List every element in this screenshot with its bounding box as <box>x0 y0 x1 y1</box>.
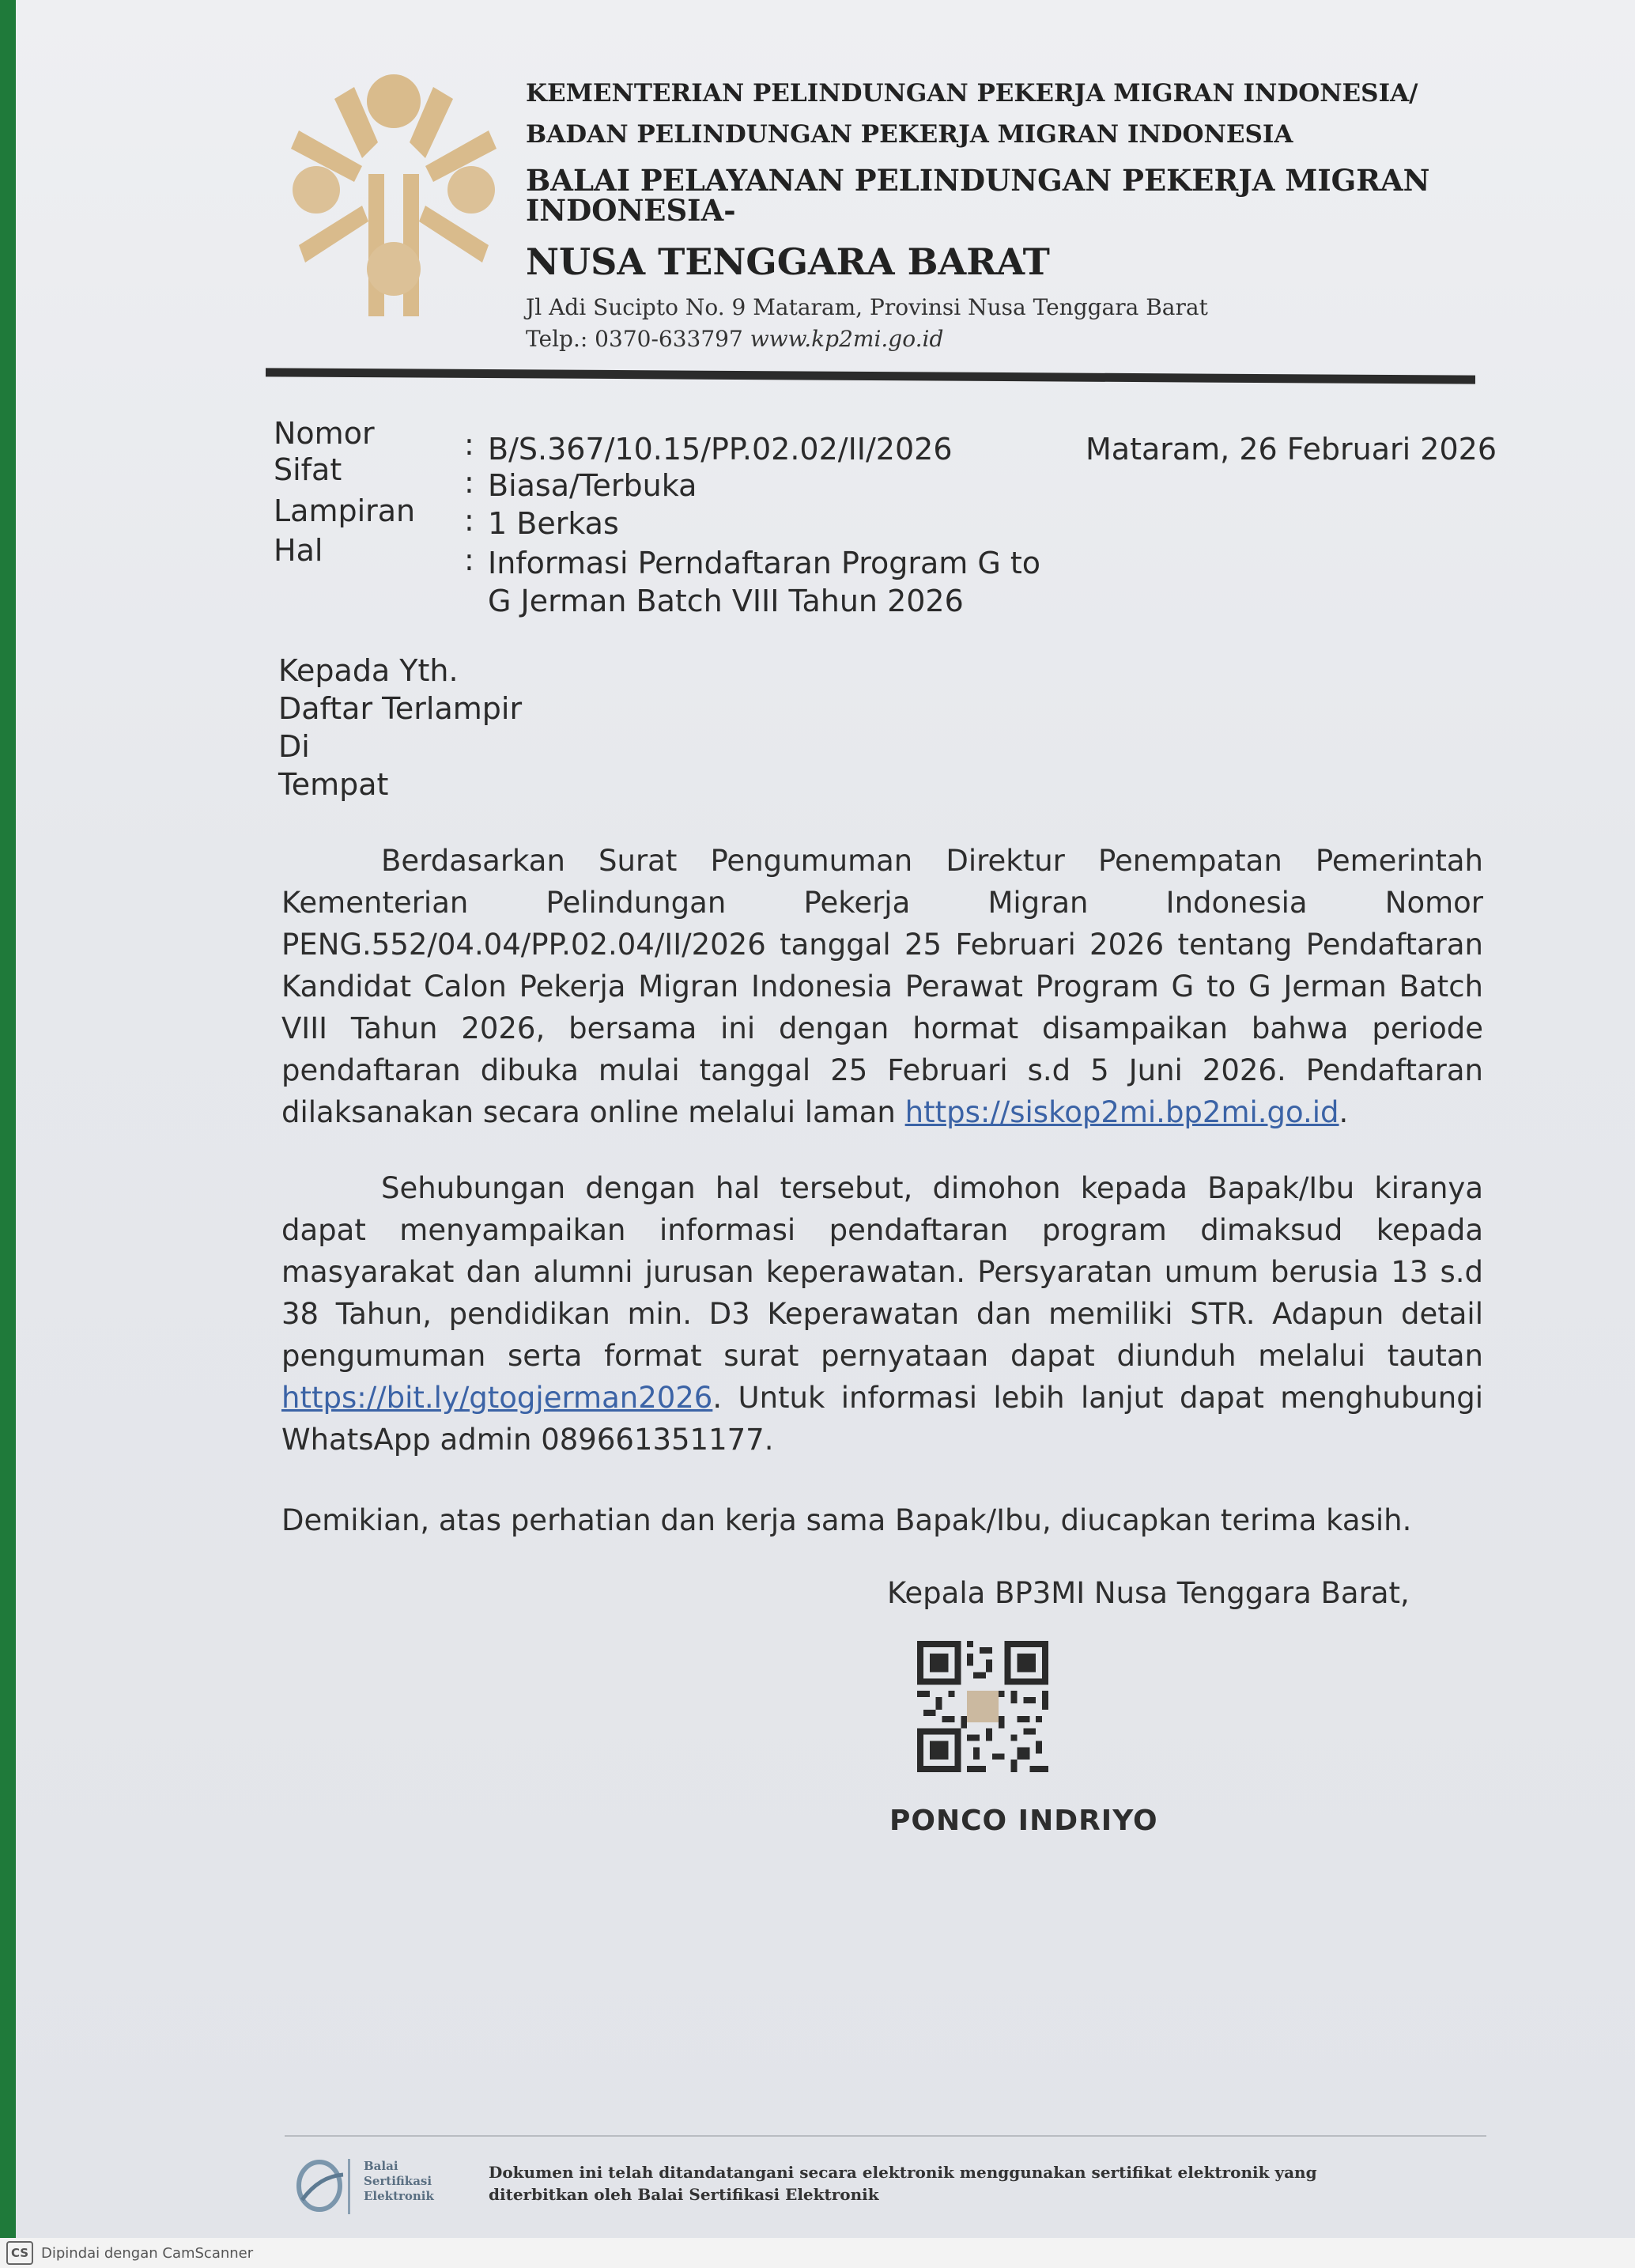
lampiran-colon: : <box>464 503 474 538</box>
letterhead-region: NUSA TENGGARA BARAT <box>526 240 1050 283</box>
qr-code-icon <box>917 1640 1048 1773</box>
registration-link[interactable]: https://siskop2mi.bp2mi.go.id <box>904 1095 1339 1129</box>
letterhead-office-line2: INDONESIA- <box>526 193 736 228</box>
scanner-text: Dipindai dengan CamScanner <box>41 2244 254 2262</box>
body-paragraph-2 <box>281 1167 1483 1461</box>
lampiran-value: 1 Berkas <box>488 506 619 541</box>
kp2mi-logo-icon <box>267 55 520 340</box>
letter-page <box>16 0 1635 2238</box>
nomor-colon: : <box>464 427 474 462</box>
letter-date: Mataram, 26 Februari 2026 <box>1086 432 1497 467</box>
camscanner-icon: CS <box>6 2241 33 2265</box>
lampiran-label: Lampiran <box>274 493 416 528</box>
hal-label: Hal <box>274 533 323 568</box>
letterhead-phone: Telp.: 0370-633797 <box>526 326 743 352</box>
bse-name: Balai Sertifikasi Elektronik <box>364 2159 434 2203</box>
body-paragraph-1 <box>281 840 1483 1133</box>
electronic-signature-note <box>489 2161 1437 2206</box>
hal-value-line2: G Jerman Batch VIII Tahun 2026 <box>488 584 964 618</box>
note-line1: Dokumen ini telah ditandatangani secara elektronik menggunakan sertifikat elektronik yang <box>489 2163 1317 2182</box>
addressee-line3: Di <box>278 729 310 764</box>
signatory-title: Kepala BP3MI Nusa Tenggara Barat, <box>887 1576 1410 1610</box>
letterhead-address: Jl Adi Sucipto No. 9 Mataram, Provinsi Nusa Tenggara Barat <box>526 294 1208 320</box>
p1-end: . <box>1339 1095 1349 1129</box>
scanner-watermark <box>0 2238 1635 2268</box>
announcement-link[interactable]: https://bit.ly/gtogjerman2026 <box>281 1381 713 1415</box>
nomor-value: B/S.367/10.15/PP.02.02/II/2026 <box>488 432 953 467</box>
p1-text: Berdasarkan Surat Pengumuman Direktur Penempatan Pemerintah Kementerian Pelindungan Pekerja Migran Indonesia Nomor PENG.552/04.04/PP.02.04/II/2026 tanggal 25 Februari 2026 tentang Pendaftaran Kandidat Calon Pekerja Migran Indonesia Perawat Program G to G Jerman Batch VIII Tahun 2026, bersama ini dengan hormat disampaikan bahwa periode pendaftaran dibuka mulai tanggal 25 Februari s.d 5 Juni 2026. Pendaftaran dilaksanakan secara online melalui laman <box>281 844 1483 1129</box>
note-line2: diterbitkan oleh Balai Sertifikasi Elektronik <box>489 2185 879 2204</box>
letterhead-agency: BADAN PELINDUNGAN PEKERJA MIGRAN INDONESIA <box>526 120 1293 149</box>
body-paragraph-3: Demikian, atas perhatian dan kerja sama Bapak/Ibu, diucapkan terima kasih. <box>281 1503 1412 1537</box>
footer-divider <box>285 2135 1486 2137</box>
letterhead-office-line1: BALAI PELAYANAN PELINDUNGAN PEKERJA MIGRAN <box>526 163 1430 198</box>
letterhead-ministry: KEMENTERIAN PELINDUNGAN PEKERJA MIGRAN INDONESIA/ <box>526 79 1418 108</box>
p2-text: Sehubungan dengan hal tersebut, dimohon kepada Bapak/Ibu kiranya dapat menyampaikan informasi pendaftaran program dimaksud kepada masyarakat dan alumni jurusan keperawatan. Persyaratan umum berusia 13 s.d 38 Tahun, pendidikan min. D3 Keperawatan dan memiliki STR. Adapun detail pengumuman serta format surat pernyataan dapat diunduh melalui tautan <box>281 1171 1483 1373</box>
signatory-name: PONCO INDRIYO <box>889 1805 1158 1837</box>
hal-colon: : <box>464 542 474 577</box>
p2-end: . Untuk informasi lebih lanjut dapat menghubungi WhatsApp admin 089661351177. <box>281 1381 1483 1457</box>
letterhead-contact <box>526 326 943 352</box>
letterhead-website: www.kp2mi.go.id <box>750 326 944 352</box>
nomor-label: Nomor <box>274 416 375 451</box>
letterhead-divider <box>266 368 1475 384</box>
addressee-line1: Kepada Yth. <box>278 653 459 688</box>
sifat-label: Sifat <box>274 452 342 487</box>
addressee-line4: Tempat <box>278 767 389 802</box>
sifat-colon: : <box>464 465 474 500</box>
hal-value-line1: Informasi Perndaftaran Program G to <box>488 546 1041 580</box>
addressee-line2: Daftar Terlampir <box>278 691 523 726</box>
sifat-value: Biasa/Terbuka <box>488 468 697 503</box>
